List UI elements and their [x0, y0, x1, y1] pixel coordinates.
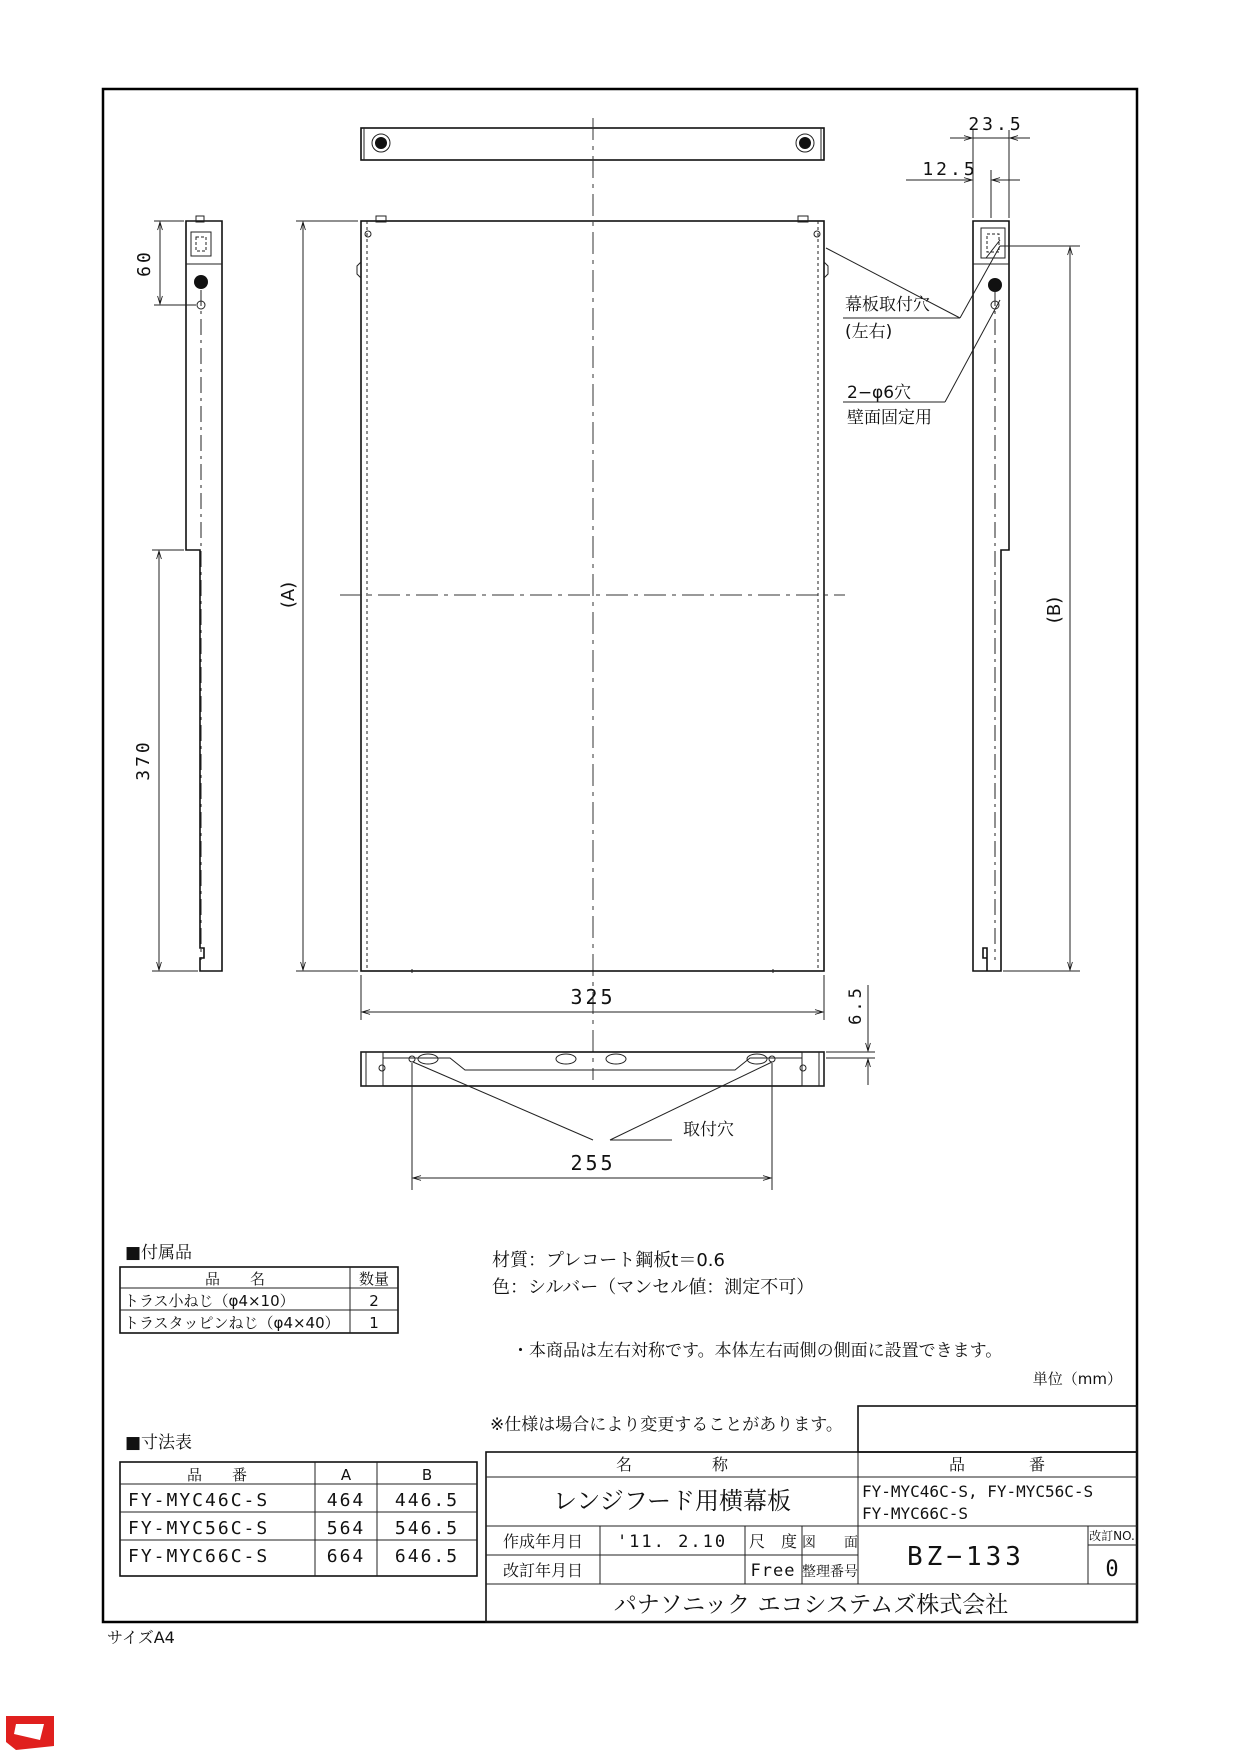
title-drawing-label-1: 図 面 [802, 1535, 858, 1551]
accessories-col-qty: 数量 [358, 1270, 390, 1288]
left-side-view [186, 216, 222, 971]
dimension-325-label: 325 [570, 985, 616, 1009]
title-revised-label: 改訂年月日 [502, 1561, 584, 1580]
dimension-a-label: (A) [278, 581, 299, 609]
dimension-370 [152, 550, 198, 971]
title-scale-label: 尺 度 [748, 1532, 798, 1551]
dimension-table-row-1-a: 464 [326, 1490, 366, 1511]
right-side-view [973, 221, 1009, 971]
accessories-heading: ■付属品 [125, 1243, 193, 1263]
title-part-value-2: FY-MYC66C-S [862, 1504, 968, 1523]
dimension-255-label: 255 [570, 1151, 616, 1175]
accessories-row-1-qty: 2 [369, 1292, 379, 1310]
dimension-table-heading: ■寸法表 [125, 1433, 193, 1453]
unit-note: 単位（mm） [1032, 1370, 1122, 1388]
title-created-label: 作成年月日 [502, 1532, 584, 1551]
title-drawing-number: BZ−133 [907, 1542, 1025, 1572]
dimension-table-col-part: 品 番 [186, 1466, 248, 1484]
accessories-row-2-name: トラスタッピンねじ（φ4×40） [124, 1314, 340, 1332]
dimension-table-row-3-part: FY-MYC66C-S [128, 1546, 270, 1567]
dimension-table-col-b: B [421, 1466, 433, 1484]
accessories-row-1-name: トラス小ねじ（φ4×10） [124, 1292, 295, 1310]
logo-mark-icon [6, 1716, 54, 1750]
color-note: 色：シルバー（マンセル値：測定不可） [492, 1277, 815, 1298]
title-revision-value: 0 [1105, 1557, 1119, 1582]
title-created-value: '11. 2.10 [616, 1532, 728, 1552]
title-drawing-label-2: 整理番号 [802, 1564, 858, 1580]
note-maku-hole-sub: (左右) [845, 322, 893, 342]
dimension-table-row-2-part: FY-MYC56C-S [128, 1518, 270, 1539]
dimension-b-label: (B) [1044, 596, 1065, 624]
title-scale-value: Free [750, 1561, 796, 1581]
symmetric-note: ・本商品は左右対称です。本体左右両側の側面に設置できます。 [512, 1341, 1003, 1361]
dimension-table-row-3-a: 664 [326, 1546, 366, 1567]
dimension-table-col-a: A [340, 1466, 352, 1484]
dimension-a [296, 221, 358, 971]
dimension-table-row-2-a: 564 [326, 1518, 366, 1539]
dimension-60 [154, 221, 196, 305]
title-name-value: レンジフード用横幕板 [552, 1487, 792, 1515]
paper-size-label: サイズA4 [107, 1628, 175, 1647]
material-note: 材質：プレコート鋼板t＝0.6 [492, 1250, 725, 1271]
dimension-table-row-1-b: 446.5 [394, 1490, 460, 1511]
dimension-b [1000, 246, 1080, 971]
accessories-col-name: 品 名 [204, 1270, 266, 1288]
dimension-60-label: 60 [134, 249, 155, 277]
note-phi-hole-sub: 壁面固定用 [847, 408, 932, 428]
title-part-label: 品 番 [948, 1455, 1046, 1474]
accessories-row-2-qty: 1 [369, 1314, 379, 1332]
title-part-value-1: FY-MYC46C-S, FY-MYC56C-S [862, 1482, 1094, 1501]
title-company: パナソニック エコシステムズ株式会社 [613, 1592, 1009, 1618]
dimension-table-row-1-part: FY-MYC46C-S [128, 1490, 270, 1511]
dimension-370-label: 370 [133, 739, 154, 781]
note-phi-hole: 2−φ6穴 [847, 383, 912, 403]
spec-change-note: ※仕様は場合により変更することがあります。 [490, 1415, 843, 1435]
title-name-label: 名 称 [615, 1455, 729, 1474]
dimension-table-row-2-b: 546.5 [394, 1518, 460, 1539]
dimension-table-row-3-b: 646.5 [394, 1546, 460, 1567]
dimension-23-5-label: 23.5 [968, 114, 1024, 135]
dimension-6-5-label: 6.5 [846, 985, 866, 1025]
note-mount-hole: 取付穴 [683, 1120, 734, 1140]
sheet-border [103, 89, 1137, 1622]
note-maku-hole: 幕板取付穴 [845, 295, 930, 315]
title-revision-label: 改訂NO. [1089, 1529, 1135, 1543]
dimension-12-5-label: 12.5 [922, 159, 978, 180]
